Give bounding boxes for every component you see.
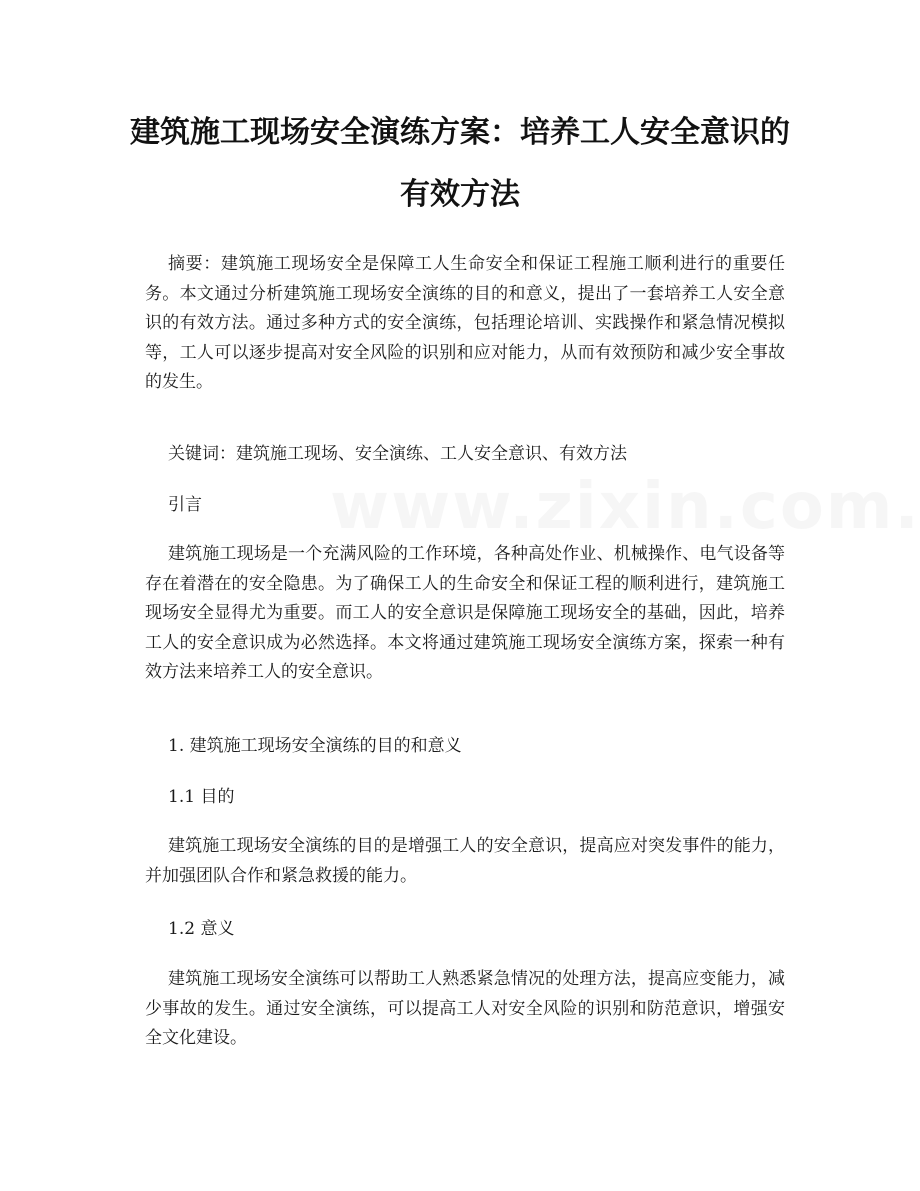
section-1-2-heading: 1.2 意义 [168, 919, 235, 939]
intro-paragraph: 建筑施工现场是一个充满风险的工作环境，各种高处作业、机械操作、电气设备等存在着潜在的安全隐患。为了确保工人的生命安全和保证工程的顺利进行，建筑施工现场安全显得尤为重要。而工人的安全意识是保障施工现场安全的基础，因此，培养工人的安全意识成为必然选择。本文将通过建筑施工现场安全演练方案，探索一种有效方法来培养工人的安全意识。 [145, 544, 785, 682]
intro-heading: 引言 [168, 495, 202, 515]
section-1-2-paragraph: 建筑施工现场安全演练可以帮助工人熟悉紧急情况的处理方法，提高应变能力，减少事故的发生。通过安全演练，可以提高工人对安全风险的识别和防范意识，增强安全文化建设。 [145, 969, 785, 1048]
section-1-1-paragraph: 建筑施工现场安全演练的目的是增强工人的安全意识，提高应对突发事件的能力，并加强团队合作和紧急救援的能力。 [145, 836, 785, 886]
keywords-paragraph: 关键词：建筑施工现场、安全演练、工人安全意识、有效方法 [168, 444, 627, 464]
watermark [330, 470, 920, 544]
section-1-heading: 1. 建筑施工现场安全演练的目的和意义 [168, 736, 462, 756]
section-1-1-heading: 1.1 目的 [168, 787, 235, 807]
document-title: 建筑施工现场安全演练方案：培养工人安全意识的有效方法 [130, 115, 790, 212]
abstract-paragraph: 摘要：建筑施工现场安全是保障工人生命安全和保证工程施工顺利进行的重要任务。本文通过分析建筑施工现场安全演练的目的和意义，提出了一套培养工人安全意识的有效方法。通过多种方式的安全演练，包括理论培训、实践操作和紧急情况模拟等，工人可以逐步提高对安全风险的识别和应对能力，从而有效预防和减少安全事故的发生。 [145, 254, 785, 392]
